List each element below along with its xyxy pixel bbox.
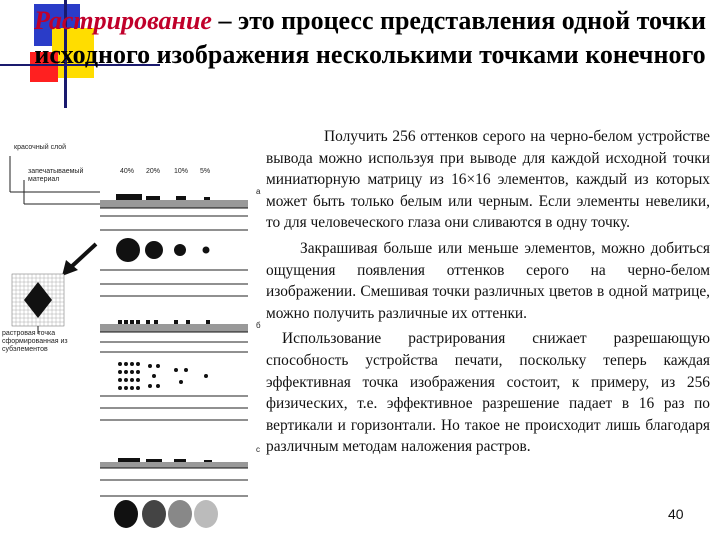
percent-label-20: 20% — [146, 168, 161, 175]
percent-label-5: 5% — [200, 168, 211, 175]
halftone-illustration — [0, 124, 262, 540]
halftone-dot-cluster — [118, 362, 208, 390]
paragraph-3: Использование растрирования снижает разрешающую способность устройства печати, поскольку теперь каждая эффективная точка изображения состоит, к примеру, из 256 физических, т.е. эффективное разрешение падает в 16 раз по вертикали и горизонтали. Но такое не происходит лишь благодаря различным методам наложения растров. — [266, 330, 710, 456]
section-label-a: а — [256, 187, 261, 196]
page-number: 40 — [668, 506, 684, 522]
section-label-b: б — [256, 321, 261, 330]
paragraph-2: Закрашивая больше или меньше элементов, можно добиться ощущения появления оттенков серого на черно-белом изображении. Смешивая точки различных цветов в одной матрице, можно получить различные их оттенки. — [266, 239, 710, 322]
percent-label-10: 10% — [174, 168, 189, 175]
halftone-svg — [0, 124, 262, 540]
label-printed-material: запечатываемый материал — [28, 168, 84, 183]
percent-label-40: 40% — [120, 168, 135, 175]
title-rest: – это процесс представления одной точки исходного изображения несколькими точками конечного — [34, 6, 707, 69]
subelement-grid — [12, 274, 64, 326]
title-accent: Растрирование — [33, 6, 212, 35]
body-text — [266, 126, 710, 462]
label-ink-layer: красочный слой — [14, 144, 67, 151]
paragraph-1: Получить 256 оттенков серого на черно-белом устройстве вывода можно используя при выводе для каждой исходной точки миниатюрную матрицу из 16×16 элементов, каждый из которых может быть только белым или черным. Если элементы невелики, то для человеческого глаза они сливаются в одну точку. — [266, 128, 710, 232]
section-label-c: с — [256, 445, 260, 454]
label-raster-dot: растровая точка сформированная из субэлементов — [2, 330, 68, 353]
slide-title — [30, 4, 710, 72]
